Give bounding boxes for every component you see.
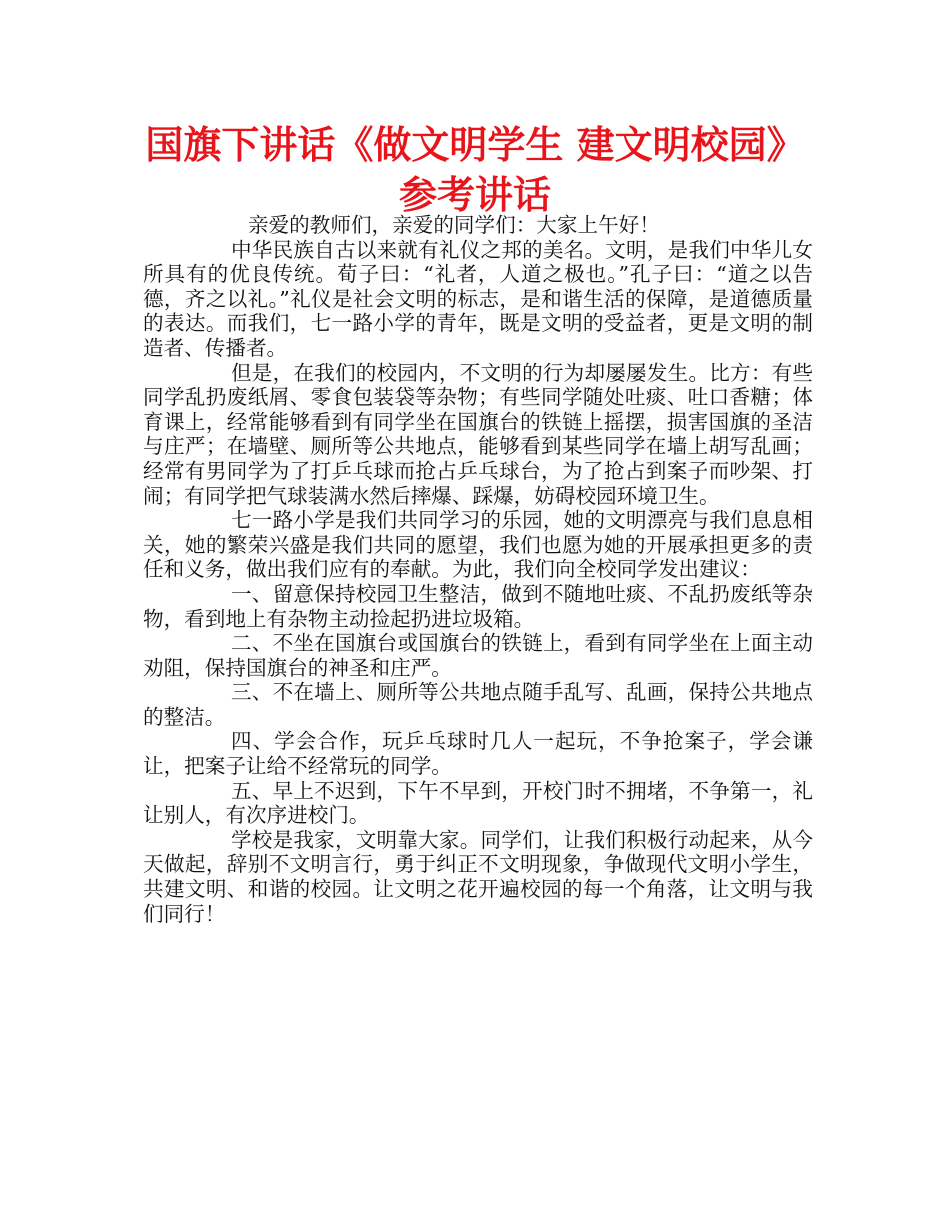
document-body — [143, 213, 813, 926]
paragraph-proposal-1: 一、留意保持校园卫生整洁，做到不随地吐痰、不乱扔废纸等杂物，看到地上有杂物主动捡起扔进垃圾箱。 — [143, 581, 813, 631]
paragraph-proposal-2: 二、不坐在国旗台或国旗台的铁链上，看到有同学坐在上面主动劝阻，保持国旗台的神圣和庄严。 — [143, 631, 813, 680]
paragraph-proposal-5: 五、早上不迟到，下午不早到，开校门时不拥堵，不争第一，礼让别人，有次序进校门。 — [143, 778, 813, 828]
paragraph-greeting: 亲爱的教师们，亲爱的同学们：大家上午好！ — [248, 213, 660, 237]
paragraph-proposal-3: 三、不在墙上、厕所等公共地点随手乱写、乱画，保持公共地点的整洁。 — [143, 680, 813, 729]
paragraph-closing: 学校是我家，文明靠大家。同学们，让我们积极行动起来，从今天做起，辞别不文明言行，勇于纠正不文明现象，争做现代文明小学生，共建文明、和谐的校园。让文明之花开遍校园的每一个角落，让文明与我们同行！ — [143, 827, 813, 926]
paragraph-proposal-4: 四、学会合作，玩乒乓球时几人一起玩，不争抢案子，学会谦让，把案子让给不经常玩的同学。 — [143, 729, 813, 779]
paragraph-tradition: 中华民族自古以来就有礼仪之邦的美名。文明，是我们中华儿女所具有的优良传统。荀子曰：“礼者，人道之极也。”孔子曰：“道之以告德，齐之以礼。”礼仪是社会文明的标志，是和谐生活的保障，是道德质量的表达。而我们，七一路小学的青年，既是文明的受益者，更是文明的制造者、传播者。 — [143, 237, 813, 360]
paragraph-proposal-intro: 七一路小学是我们共同学习的乐园，她的文明漂亮与我们息息相关，她的繁荣兴盛是我们共同的愿望，我们也愿为她的开展承担更多的责任和义务，做出我们应有的奉献。为此，我们向全校同学发出建议： — [143, 508, 813, 582]
paragraph-problems: 但是，在我们的校园内，不文明的行为却屡屡发生。比方：有些同学乱扔废纸屑、零食包装袋等杂物；有些同学随处吐痰、吐口香糖；体育课上，经常能够看到有同学坐在国旗台的铁链上摇摆，损害国旗的圣洁与庄严；在墙壁、厕所等公共地点，能够看到某些同学在墙上胡写乱画；经常有男同学为了打乒乓球而抢占乒乓球台，为了抢占到案子而吵架、打闹；有同学把气球装满水然后摔爆、踩爆，妨碍校园环境卫生。 — [143, 360, 813, 508]
document-title: 国旗下讲话《做文明学生 建文明校园》参考讲话 — [145, 123, 805, 217]
